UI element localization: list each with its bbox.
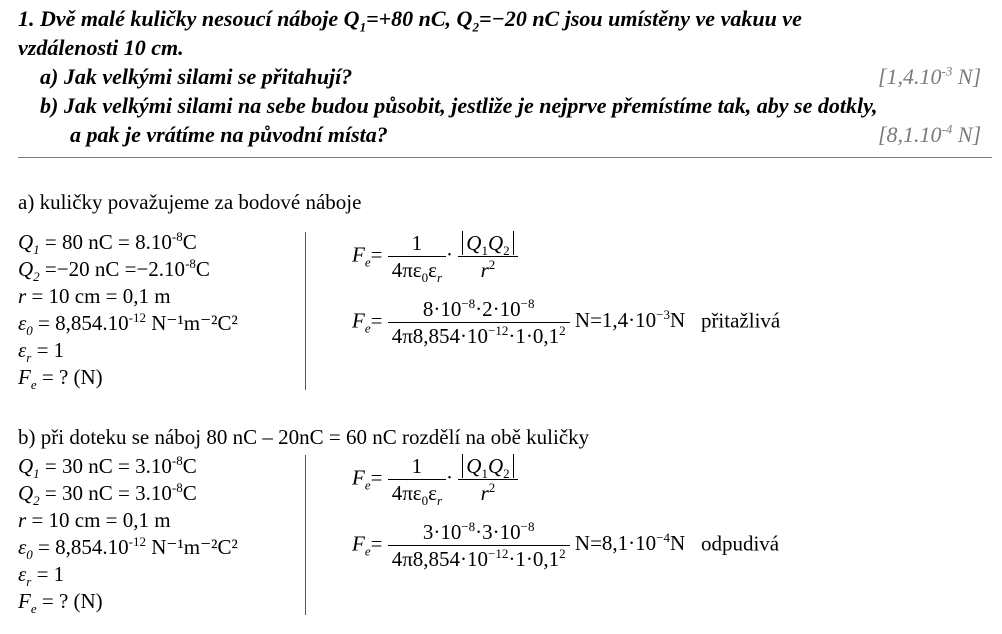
separator-line	[18, 157, 992, 158]
task-line-2: vzdálenosti 10 cm.	[18, 35, 184, 60]
part-b-divider	[305, 455, 306, 615]
answer-b: [$8,1.10^{-4}$ N]	[878, 121, 982, 147]
part-b-coulomb-formula: $F_e=$ $\frac{1}{4\pi\varepsilon_0\varepsilon_r}$ · $\frac{Q_1Q_2}{r^2}$	[352, 453, 518, 506]
question-a: a) Jak velkými silami se přitahují?	[40, 64, 353, 89]
given-row: $\varepsilon_r = 1$	[18, 562, 65, 590]
part-a-coulomb-formula: $F_e=$ $\frac{1}{4\pi\varepsilon_0\varepsilon_r}$ · $\frac{Q_1Q_2}{r^2}$	[352, 230, 518, 283]
part-b-calculation: $F_e=$ $\frac{3\cdot 10^{-8}\cdot 3\cdot 10^{-8}}{4\pi 8,854\cdot 10^{-12}\cdot 1\cdot 0,1^2}$ $N=8,1\cdot 10^{-4}N$ odpudivá	[352, 519, 780, 571]
given-row: $Q_1 = 30$ nC = $3.10^{-8}C$	[18, 453, 197, 482]
given-row: $F_e$ = ? (N)	[18, 365, 103, 393]
given-row: $\varepsilon_0 = 8,854.10^{-12}$ N⁻¹m⁻²C²	[18, 310, 238, 339]
charge-distance-fraction: $\frac{Q_1Q_2}{r^2}$	[458, 230, 517, 283]
given-row: r = 10 cm = 0,1 m	[18, 284, 171, 308]
task-line-1: 1. Dvě malé kuličky nesoucí náboje $Q_1=+80$ nC, $Q_2=-20$ nC jsou umístěny ve vakuu ve	[18, 6, 802, 35]
charge-distance-fraction: $\frac{Q_1Q_2}{r^2}$	[458, 453, 517, 506]
part-b-heading: b) při doteku se náboj 80 nC – 20nC = 60 nC rozdělí na obě kuličky	[18, 425, 590, 449]
given-row: $\varepsilon_r = 1$	[18, 338, 65, 366]
part-a-divider	[305, 232, 306, 390]
coulomb-constant-fraction: $\frac{1}{4\pi\varepsilon_0\varepsilon_r}$	[388, 453, 446, 506]
part-b-given-list	[18, 453, 238, 615]
given-row: $\varepsilon_0 = 8,854.10^{-12}$ N⁻¹m⁻²C²	[18, 534, 238, 563]
part-b-result: $N=8,1\cdot 10^{-4}N$	[574, 530, 686, 556]
part-a-result-note: přitažlivá	[700, 308, 781, 333]
given-row: $Q_2 =-20$ nC $=-2.10^{-8}C$	[18, 256, 210, 285]
calculation-fraction: $\frac{3\cdot 10^{-8}\cdot 3\cdot 10^{-8}}{4\pi 8,854\cdot 10^{-12}\cdot 1\cdot 0,1^2}$	[388, 519, 570, 572]
part-a-heading: a) kuličky považujeme za bodové náboje	[18, 190, 362, 214]
question-b-line-2: a pak je vrátíme na původní místa?	[70, 122, 388, 147]
coulomb-constant-fraction: $\frac{1}{4\pi\varepsilon_0\varepsilon_r}$	[388, 230, 446, 283]
given-row: $Q_2 = 30$ nC = $3.10^{-8}C$	[18, 480, 197, 509]
answer-a: [$1,4.10^{-3}$ N]	[878, 63, 982, 89]
part-b-result-note: odpudivá	[700, 531, 780, 556]
part-a-calculation: $F_e=$ $\frac{8\cdot 10^{-8}\cdot 2\cdot 10^{-8}}{4\pi 8,854\cdot 10^{-12}\cdot 1\cdot 0,1^2}$ $N=1,4\cdot 10^{-3}N$ přitažlivá	[352, 296, 781, 348]
given-row: $Q_1 = 80$ nC = $8.10^{-8}C$	[18, 229, 197, 258]
given-row: r = 10 cm = 0,1 m	[18, 508, 171, 532]
given-row: $F_e$ = ? (N)	[18, 589, 103, 617]
part-a-given-list	[18, 229, 238, 391]
question-b-line-1: b) Jak velkými silami na sebe budou působit, jestliže je nejprve přemístíme tak, aby se dotkly,	[40, 93, 878, 118]
part-a-result: $N=1,4\cdot 10^{-3}N$	[574, 307, 686, 333]
calculation-fraction: $\frac{8\cdot 10^{-8}\cdot 2\cdot 10^{-8}}{4\pi 8,854\cdot 10^{-12}\cdot 1\cdot 0,1^2}$	[388, 296, 570, 349]
